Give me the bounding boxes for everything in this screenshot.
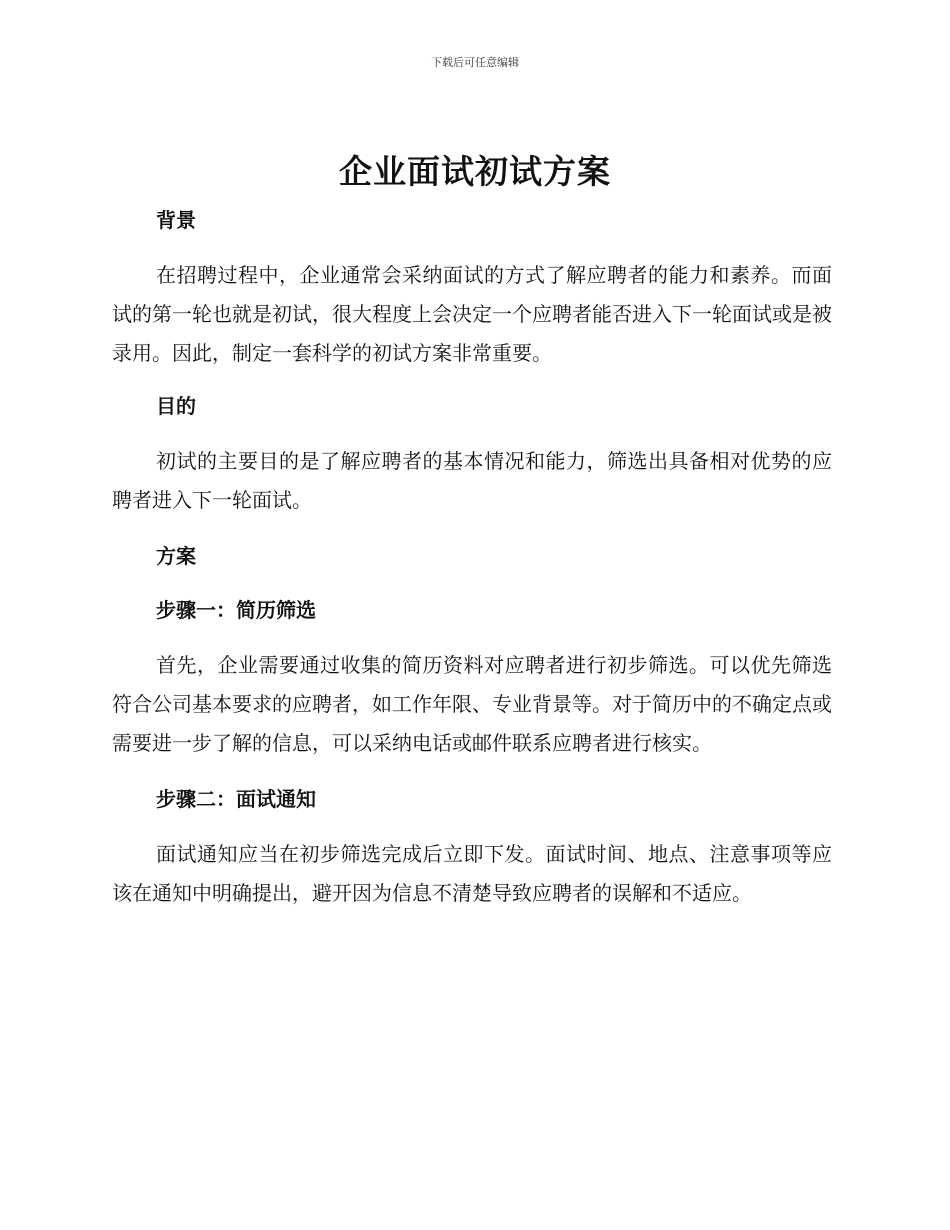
section-heading-plan: 方案 — [156, 544, 196, 568]
section-text-background: 在招聘过程中，企业通常会采纳面试的方式了解应聘者的能力和素养。而面试的第一轮也就是初试，很大程度上会决定一个应聘者能否进入下一轮面试或是被录用。因此，制定一套科学的初试方案非常重要。 — [112, 263, 832, 365]
page-header-note: 下载后可任意编辑 — [431, 56, 519, 69]
section-heading-purpose: 目的 — [156, 394, 196, 418]
document-title: 企业面试初试方案 — [339, 152, 611, 191]
section-heading-step2: 步骤二：面试通知 — [156, 787, 316, 811]
section-heading-background: 背景 — [156, 208, 196, 232]
section-text-step2: 面试通知应当在初步筛选完成后立即下发。面试时间、地点、注意事项等应该在通知中明确提出，避开因为信息不清楚导致应聘者的误解和不适应。 — [112, 842, 832, 905]
document-body — [112, 202, 832, 913]
section-text-step1: 首先，企业需要通过收集的简历资料对应聘者进行初步筛选。可以优先筛选符合公司基本要求的应聘者，如工作年限、专业背景等。对于简历中的不确定点或需要进一步了解的信息，可以采纳电话或邮件联系应聘者进行核实。 — [112, 653, 832, 755]
section-text-purpose: 初试的主要目的是了解应聘者的基本情况和能力，筛选出具备相对优势的应聘者进入下一轮面试。 — [112, 449, 832, 512]
section-heading-step1: 步骤一：简历筛选 — [156, 598, 316, 622]
